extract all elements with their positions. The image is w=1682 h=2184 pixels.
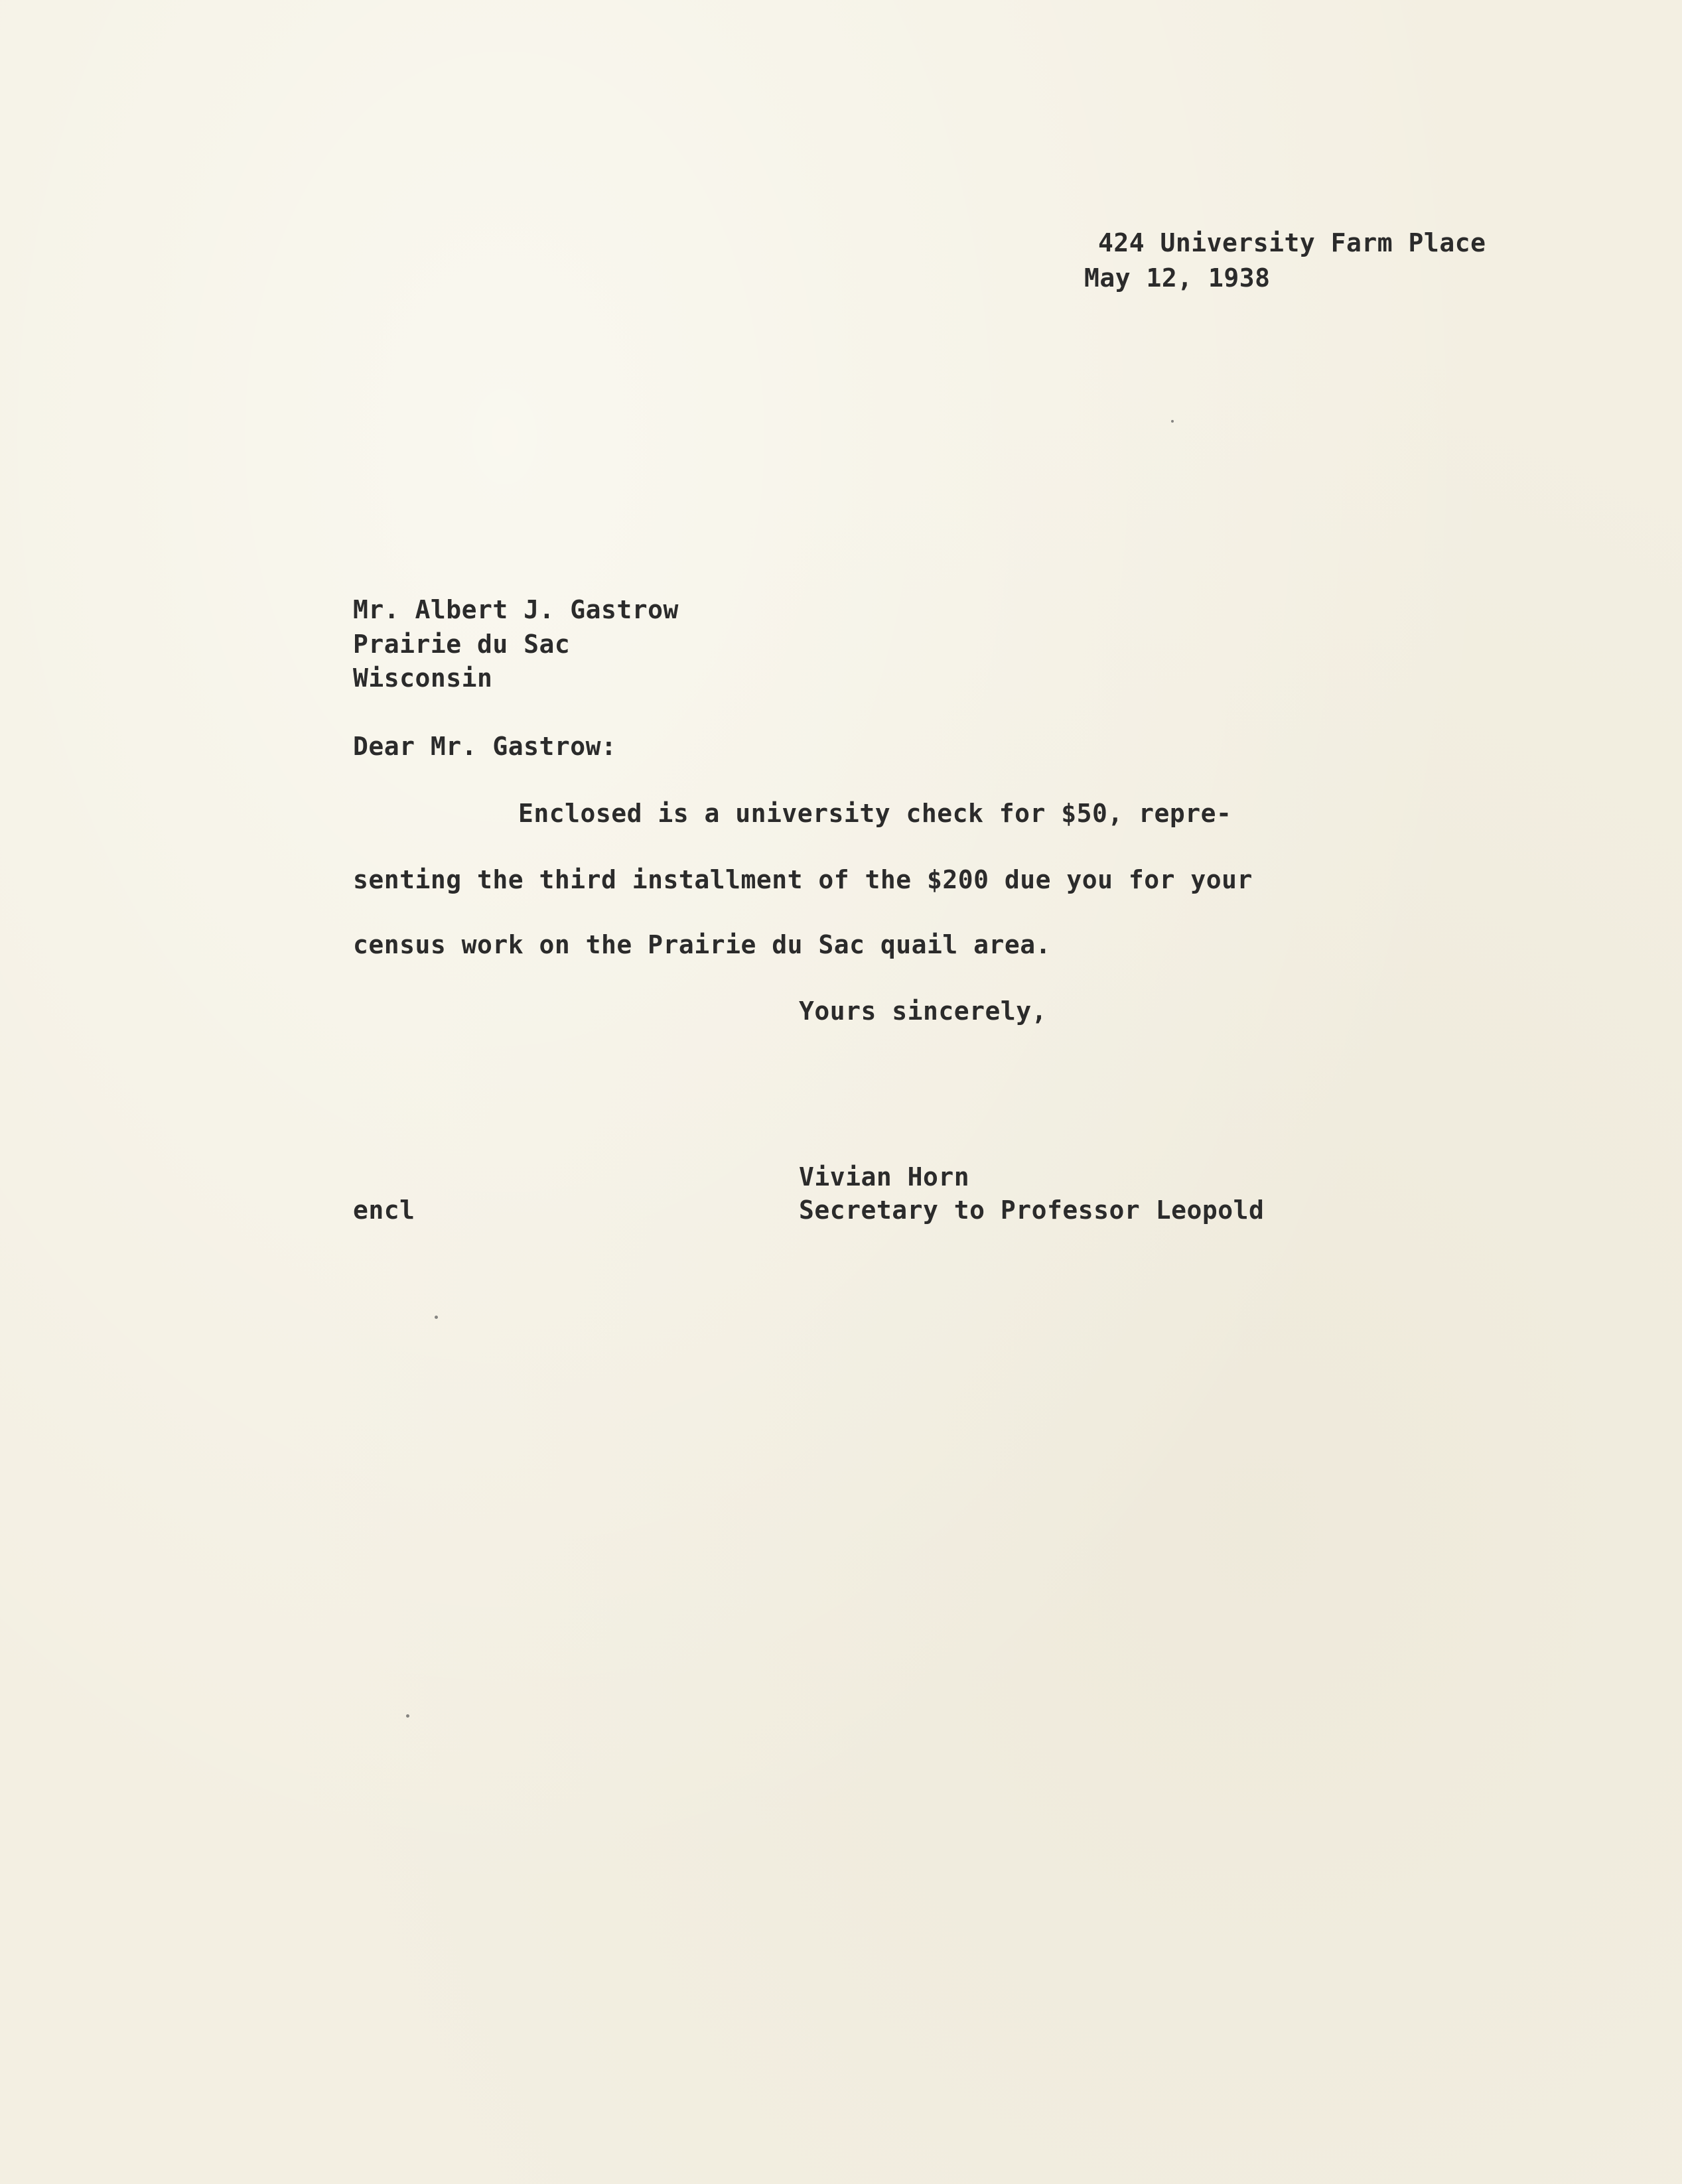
recipient-name: Mr. Albert J. Gastrow bbox=[353, 595, 679, 624]
return-address: 424 University Farm Place bbox=[1098, 228, 1486, 257]
letter-date: May 12, 1938 bbox=[1084, 263, 1271, 293]
signer-name: Vivian Horn bbox=[799, 1162, 970, 1192]
signer-title: Secretary to Professor Leopold bbox=[799, 1195, 1265, 1225]
enclosure-note: encl bbox=[353, 1195, 415, 1225]
body-line-1: Enclosed is a university check for $50, repre- bbox=[518, 799, 1232, 828]
closing: Yours sincerely, bbox=[799, 996, 1048, 1026]
recipient-state: Wisconsin bbox=[353, 663, 493, 693]
paper-speck bbox=[406, 1714, 409, 1718]
paper-speck bbox=[1171, 420, 1174, 423]
body-line-2: senting the third installment of the $200 due you for your bbox=[353, 865, 1253, 894]
salutation: Dear Mr. Gastrow: bbox=[353, 732, 617, 761]
body-line-3: census work on the Prairie du Sac quail area. bbox=[353, 930, 1052, 959]
paper-speck bbox=[435, 1316, 438, 1319]
recipient-city: Prairie du Sac bbox=[353, 630, 571, 659]
